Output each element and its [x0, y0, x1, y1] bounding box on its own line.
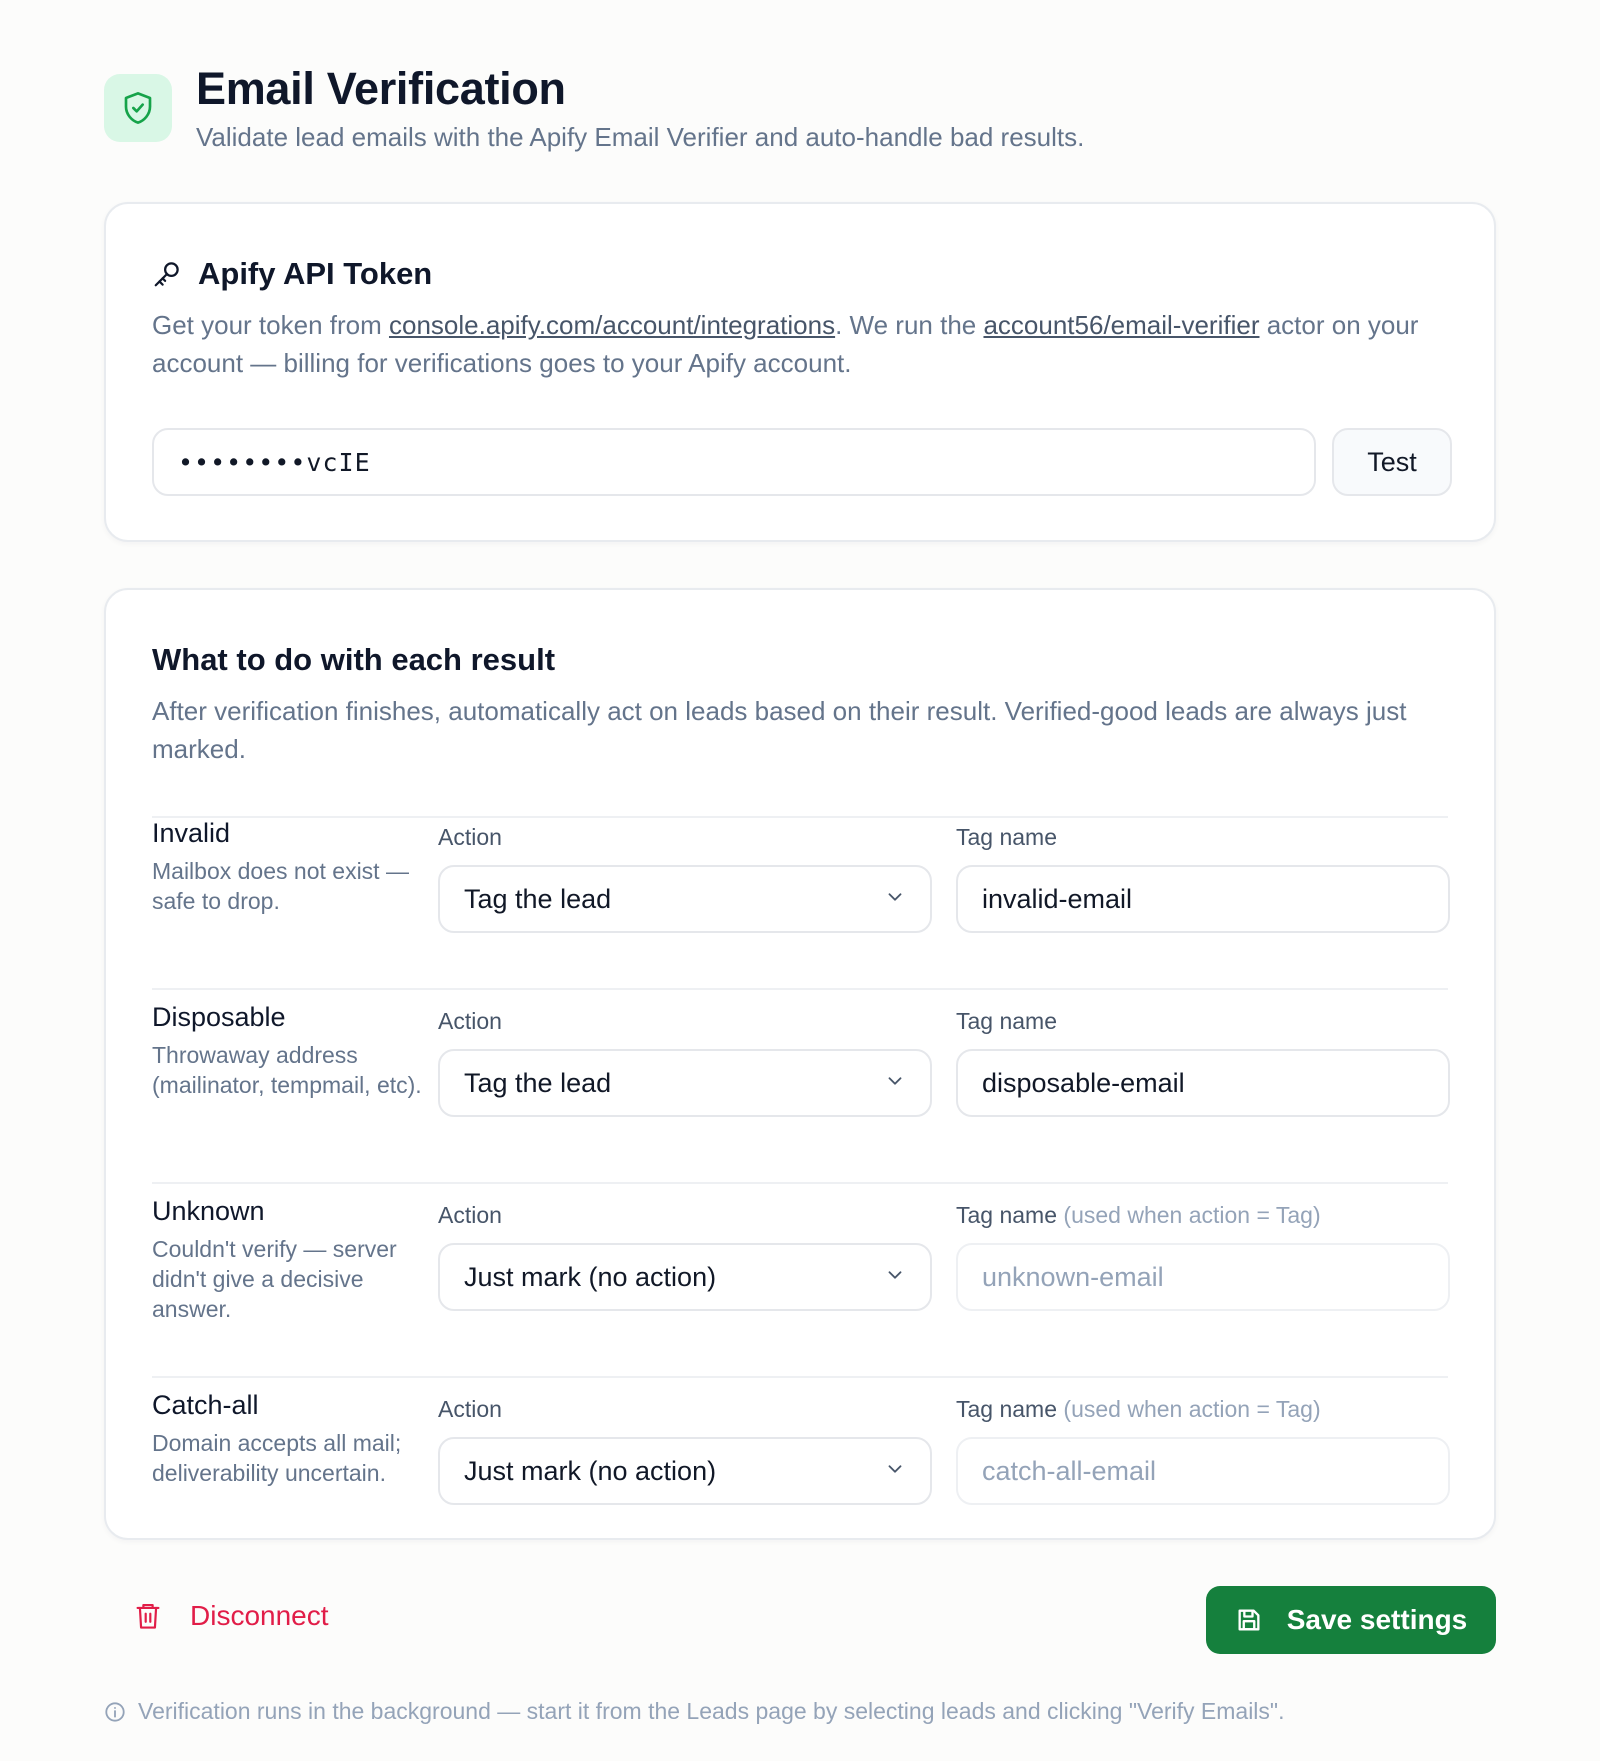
tag-name-input-unknown[interactable]: unknown-email [956, 1243, 1450, 1311]
api-token-card [104, 202, 1496, 542]
chevron-down-icon [884, 1068, 906, 1099]
row-divider [152, 988, 1448, 990]
row-divider [152, 1376, 1448, 1378]
action-label: Action [438, 1202, 502, 1228]
result-description: Couldn't verify — server didn't give a decisive answer. [152, 1236, 397, 1322]
result-name: Invalid [152, 818, 231, 848]
result-name: Catch-all [152, 1390, 259, 1420]
email-verifier-actor-link[interactable]: account56/email-verifier [983, 310, 1260, 340]
result-name: Disposable [152, 1002, 286, 1032]
apify-integrations-link[interactable]: console.apify.com/account/integrations [388, 310, 836, 340]
action-select-invalid[interactable]: Tag the lead [438, 865, 932, 933]
chevron-down-icon [884, 1262, 906, 1293]
tag-name-input-invalid[interactable]: invalid-email [956, 865, 1450, 933]
action-select-catch-all[interactable]: Just mark (no action) [438, 1437, 932, 1505]
page-title: Email Verification [196, 63, 566, 114]
api-token-description: Get your token from console.apify.com/account/integrations. We run the account56/email-verifier actor on your account — billing for verifications goes to your Apify account. [152, 310, 1419, 378]
result-actions-description: After verification finishes, automatically act on leads based on their result. Verified-good leads are always just marked. [152, 696, 1407, 764]
trash-icon [134, 1601, 162, 1631]
shield-check-icon [104, 74, 172, 142]
disconnect-button[interactable]: Disconnect [134, 1600, 329, 1632]
tag-name-label: Tag name (used when action = Tag) [956, 1202, 1321, 1228]
result-row-catch-all [152, 1378, 1448, 1542]
tag-name-input-catch-all[interactable]: catch-all-email [956, 1437, 1450, 1505]
row-divider [152, 1182, 1448, 1184]
chevron-down-icon [884, 1456, 906, 1487]
result-row-unknown [152, 1184, 1448, 1378]
key-icon [152, 259, 182, 289]
info-icon [104, 1701, 126, 1723]
page-header [104, 62, 1084, 153]
result-actions-title: What to do with each result [152, 642, 556, 677]
chevron-down-icon [884, 884, 906, 915]
result-actions-card [104, 588, 1496, 1540]
tag-name-hint: (used when action = Tag) [1063, 1396, 1321, 1422]
result-description: Mailbox does not exist — safe to drop. [152, 858, 409, 914]
action-label: Action [438, 824, 502, 850]
action-label: Action [438, 1008, 502, 1034]
token-input-row [152, 428, 1452, 496]
result-row-disposable [152, 990, 1448, 1184]
result-description: Domain accepts all mail; deliverability uncertain. [152, 1430, 402, 1486]
tag-name-label: Tag name [956, 1008, 1058, 1034]
page-subtitle: Validate lead emails with the Apify Email Verifier and auto-handle bad results. [196, 122, 1085, 152]
tag-name-label: Tag name [956, 824, 1058, 850]
api-token-input[interactable]: ••••••••vcIE [152, 428, 1316, 496]
action-select-disposable[interactable]: Tag the lead [438, 1049, 932, 1117]
save-icon [1235, 1606, 1263, 1634]
action-select-unknown[interactable]: Just mark (no action) [438, 1243, 932, 1311]
tag-name-input-disposable[interactable]: disposable-email [956, 1049, 1450, 1117]
footer-note: Verification runs in the background — start it from the Leads page by selecting leads and clicking "Verify Emails". [104, 1698, 1284, 1725]
save-settings-button[interactable]: Save settings [1206, 1586, 1496, 1654]
tag-name-hint: (used when action = Tag) [1063, 1202, 1321, 1228]
api-token-title: Apify API Token [152, 256, 432, 292]
test-token-button[interactable]: Test [1332, 428, 1452, 496]
result-name: Unknown [152, 1196, 265, 1226]
action-label: Action [438, 1396, 502, 1422]
result-description: Throwaway address (mailinator, tempmail, etc). [152, 1042, 422, 1098]
result-row-invalid [152, 816, 1448, 990]
tag-name-label: Tag name (used when action = Tag) [956, 1396, 1321, 1422]
